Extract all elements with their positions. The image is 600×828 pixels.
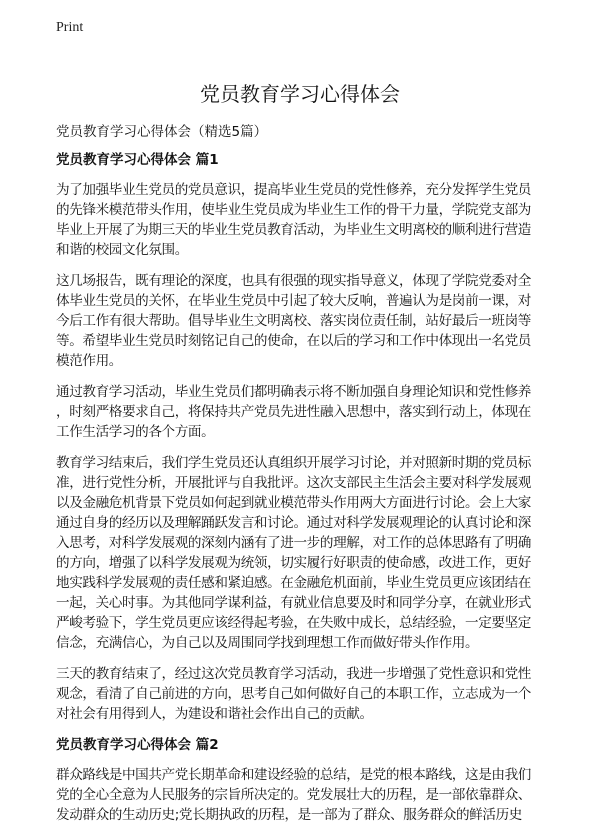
section-heading: 党员教育学习心得体会 篇2 (56, 737, 219, 753)
paragraph-line: 和谐的校园文化氛围。 (56, 242, 188, 258)
paragraph-line: 的方向，增强了以科学发展观为统领，切实履行好职责的使命感，改进工作，更好 (56, 555, 531, 571)
paragraph-line: 准，进行党性分析，开展批评与自我批评。这次支部民主生活会主要对科学发展观 (56, 475, 531, 491)
section-heading: 党员教育学习心得体会 篇1 (56, 152, 219, 168)
paragraph-line: 发动群众的生动历史;党长期执政的历程，是一部为了群众、服务群众的鲜活历史 (56, 807, 522, 823)
paragraph-line: 群众路线是中国共产党长期革命和建设经验的总结，是党的根本路线，这是由我们 (56, 767, 531, 783)
paragraph-line: 信念，充满信心，为自己以及周围同学找到理想工作而做好带头作作用。 (56, 635, 479, 651)
paragraph-line: 以及金融危机背景下党员如何起到就业模范带头作用两大方面进行讨论。会上大家 (56, 495, 531, 511)
document-title: 党员教育学习心得体会 (200, 82, 400, 106)
paragraph-line: 党的全心全意为人民服务的宗旨所决定的。党发展壮大的历程，是一部依靠群众、 (56, 787, 531, 803)
paragraph (56, 664, 556, 724)
paragraph-line: 入思考，对科学发展观的深刻内涵有了进一步的理解，对工作的总体思路有了明确 (56, 535, 531, 551)
paragraph-line: 观念，看清了自己前进的方向，思考自己如何做好自己的本职工作，立志成为一个 (56, 686, 531, 702)
paragraph-line: 一起，关心时事。为其他同学谋利益，有就业信息要及时和同学分享，在就业形式 (56, 595, 531, 611)
print-link[interactable]: Print (56, 20, 84, 35)
paragraph-line: 通过自身的经历以及理解踊跃发言和讨论。通过对科学发展观理论的认真讨论和深 (56, 515, 531, 531)
paragraph-line: 地实践科学发展观的责任感和紧迫感。在金融危机面前，毕业生党员更应该团结在 (56, 575, 531, 591)
paragraph (56, 180, 556, 260)
paragraph (56, 453, 556, 653)
paragraph-line: 教育学习结束后，我们学生党员还认真组织开展学习讨论，并对照新时期的党员标 (56, 455, 531, 471)
paragraph-line: 为了加强毕业生党员的党员意识，提高毕业生党员的党性修养，充分发挥学生党员 (56, 182, 531, 198)
paragraph-line: 毕业上开展了为期三天的毕业生党员教育活动，为毕业生文明离校的顺利进行营造 (56, 222, 531, 238)
document-subtitle: 党员教育学习心得体会（精选5篇） (56, 124, 268, 140)
paragraph-line: 对社会有用得到人，为建设和谐社会作出自己的贡献。 (56, 706, 373, 722)
paragraph-line: 的先锋米模范带头作用，使毕业生党员成为毕业生工作的骨干力量，学院党支部为 (56, 202, 531, 218)
paragraph-line: 严峻考验下，学生党员更应该经得起考验，在失败中成长，总结经验，一定要坚定 (56, 615, 531, 631)
document-content (56, 150, 556, 828)
paragraph-line: 体毕业生党员的关怀，在毕业生党员中引起了较大反响，普遍认为是岗前一课，对 (56, 293, 531, 309)
paragraph-line: 等。希望毕业生党员时刻铭记自己的使命，在以后的学习和工作中体现出一名党员 (56, 333, 531, 349)
paragraph (56, 765, 556, 825)
paragraph (56, 271, 556, 371)
paragraph-line: ，时刻严格要求自己，将保持共产党员先进性融入思想中，落实到行动上，体现在 (56, 404, 531, 420)
paragraph (56, 382, 556, 442)
paragraph-line: 今后工作有很大帮助。倡导毕业生文明离校、落实岗位责任制，站好最后一班岗等 (56, 313, 531, 329)
paragraph-line: 模范作用。 (56, 353, 122, 369)
paragraph-line: 工作生活学习的各个方面。 (56, 424, 215, 440)
paragraph-line: 三天的教育结束了，经过这次党员教育学习活动，我进一步增强了党性意识和党性 (56, 666, 531, 682)
paragraph-line: 这几场报告，既有理论的深度，也具有很强的现实指导意义，体现了学院党委对全 (56, 273, 531, 289)
paragraph-line: 通过教育学习活动，毕业生党员们都明确表示将不断加强自身理论知识和党性修养 (56, 384, 531, 400)
